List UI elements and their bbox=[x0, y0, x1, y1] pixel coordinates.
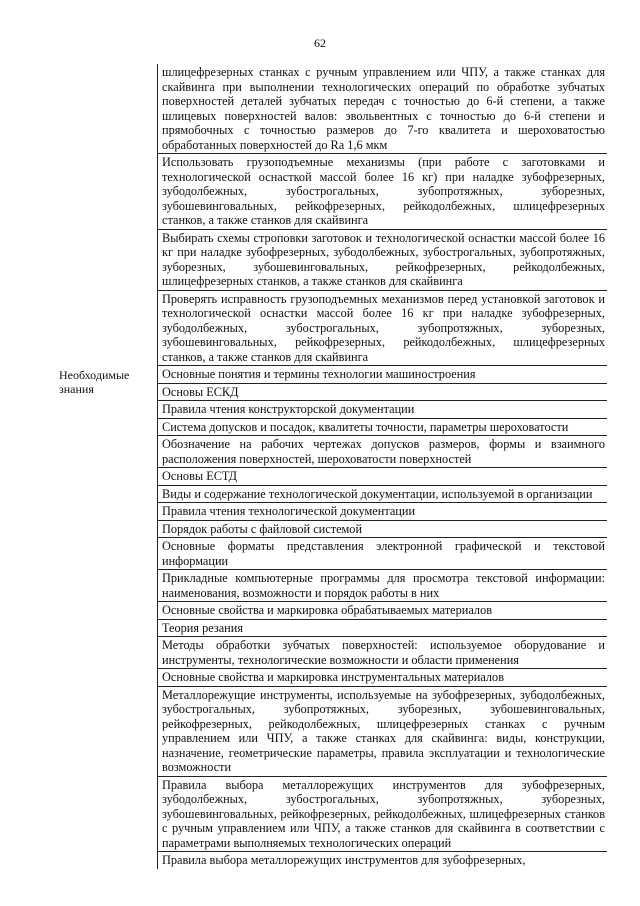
knowledge-row bbox=[58, 366, 607, 869]
skill-item: шлицефрезерных станках с ручным управлением или ЧПУ, а также станках для скайвинга при выполнении технологических операций по обработке зубчатых поверхностей деталей зубчатых передач с точностью до 6-й степени, а также шлицевых поверхностей валов: эвольвентных с точностью до 6-й степени и прямобочных с точностью размеров до 7-го квалитета и шероховатостью обработанных поверхностей до Ra 1,6 мкм bbox=[158, 64, 607, 154]
knowledge-item: Правила выбора металлорежущих инструментов для зубофрезерных, bbox=[162, 853, 526, 867]
skills-row bbox=[58, 64, 607, 366]
knowledge-item: Прикладные компьютерные программы для просмотра текстовой информации: наименования, возможности и порядок работы в них bbox=[158, 570, 607, 602]
knowledge-item: Обозначение на рабочих чертежах допусков размеров, формы и взаимного расположения поверхностей, шероховатости поверхностей bbox=[158, 436, 607, 468]
skill-item: Использовать грузоподъемные механизмы (при работе с заготовками и технологической оснасткой массой более 16 кг) при наладке зубофрезерных, зубодолбежных, зубострогальных, зубопротяжных, зуборезных, зубошевинговальных, рейкофрезерных, рейкодолбежных, шлицефрезерных станков, а также станков для скайвинга bbox=[158, 154, 607, 230]
knowledge-item: Методы обработки зубчатых поверхностей: используемое оборудование и инструменты, технологические возможности и области применения bbox=[158, 637, 607, 669]
knowledge-item: Правила чтения технологической документации bbox=[158, 503, 607, 521]
requirements-table bbox=[58, 64, 607, 869]
knowledge-item: Основные свойства и маркировка инструментальных материалов bbox=[158, 669, 607, 687]
knowledge-item: Система допусков и посадок, квалитеты точности, параметры шероховатости bbox=[158, 419, 607, 437]
knowledge-item: Основные форматы представления электронной графической и текстовой информации bbox=[158, 538, 607, 570]
knowledge-label: Необходимые знания bbox=[59, 368, 130, 396]
knowledge-item: Порядок работы с файловой системой bbox=[158, 521, 607, 539]
knowledge-item: Основы ЕСТД bbox=[158, 468, 607, 486]
knowledge-item: Металлорежущие инструменты, используемые на зубофрезерных, зубодолбежных, зубострогальных, зубопротяжных, зуборезных, зубошевинговальных, рейкофрезерных, рейкодолбежных, шлицефрезерных станках с ручным управлением или ЧПУ, а также станках для скайвинга: виды, конструкции, назначение, геометрические параметры, правила эксплуатации и технологические возможности bbox=[158, 687, 607, 777]
skill-item: Проверять исправность грузоподъемных механизмов перед установкой заготовок и технологической оснастки массой более 16 кг при наладке зубофрезерных, зубодолбежных, зубострогальных, зубопротяжных, зуборезных, зубошевинговальных, рейкофрезерных, рейкодолбежных, шлицефрезерных станков, а также станков для скайвинга bbox=[158, 291, 607, 367]
knowledge-item: Правила чтения конструкторской документации bbox=[158, 401, 607, 419]
skill-item: Выбирать схемы строповки заготовок и технологической оснастки массой более 16 кг при наладке зубофрезерных, зубодолбежных, зубострогальных, зубопротяжных, зуборезных, зубошевинговальных, рейкофрезерных, рейкодолбежных, шлицефрезерных станков, а также станков для скайвинга bbox=[158, 230, 607, 291]
knowledge-item: Основные понятия и термины технологии машиностроения bbox=[158, 366, 607, 384]
knowledge-item: Основные свойства и маркировка обрабатываемых материалов bbox=[158, 602, 607, 620]
knowledge-item: Теория резания bbox=[158, 620, 607, 638]
knowledge-item: Виды и содержание технологической документации, используемой в организации bbox=[158, 486, 607, 504]
skills-label-cell bbox=[58, 64, 158, 366]
skills-content-cell bbox=[158, 64, 608, 366]
knowledge-content-cell bbox=[158, 366, 608, 869]
knowledge-item: Основы ЕСКД bbox=[158, 384, 607, 402]
knowledge-label-cell bbox=[58, 366, 158, 869]
knowledge-item: Правила выбора металлорежущих инструментов для зубофрезерных, зубодолбежных, зубострогальных, зубопротяжных, зуборезных, зубошевинговальных, рейкофрезерных, рейкодолбежных, шлицефрезерных станков с ручным управлением или ЧПУ, а также станков для скайвинга в соответствии с параметрами выполняемых технологических операций bbox=[158, 777, 607, 853]
page-number: 62 bbox=[314, 36, 326, 50]
